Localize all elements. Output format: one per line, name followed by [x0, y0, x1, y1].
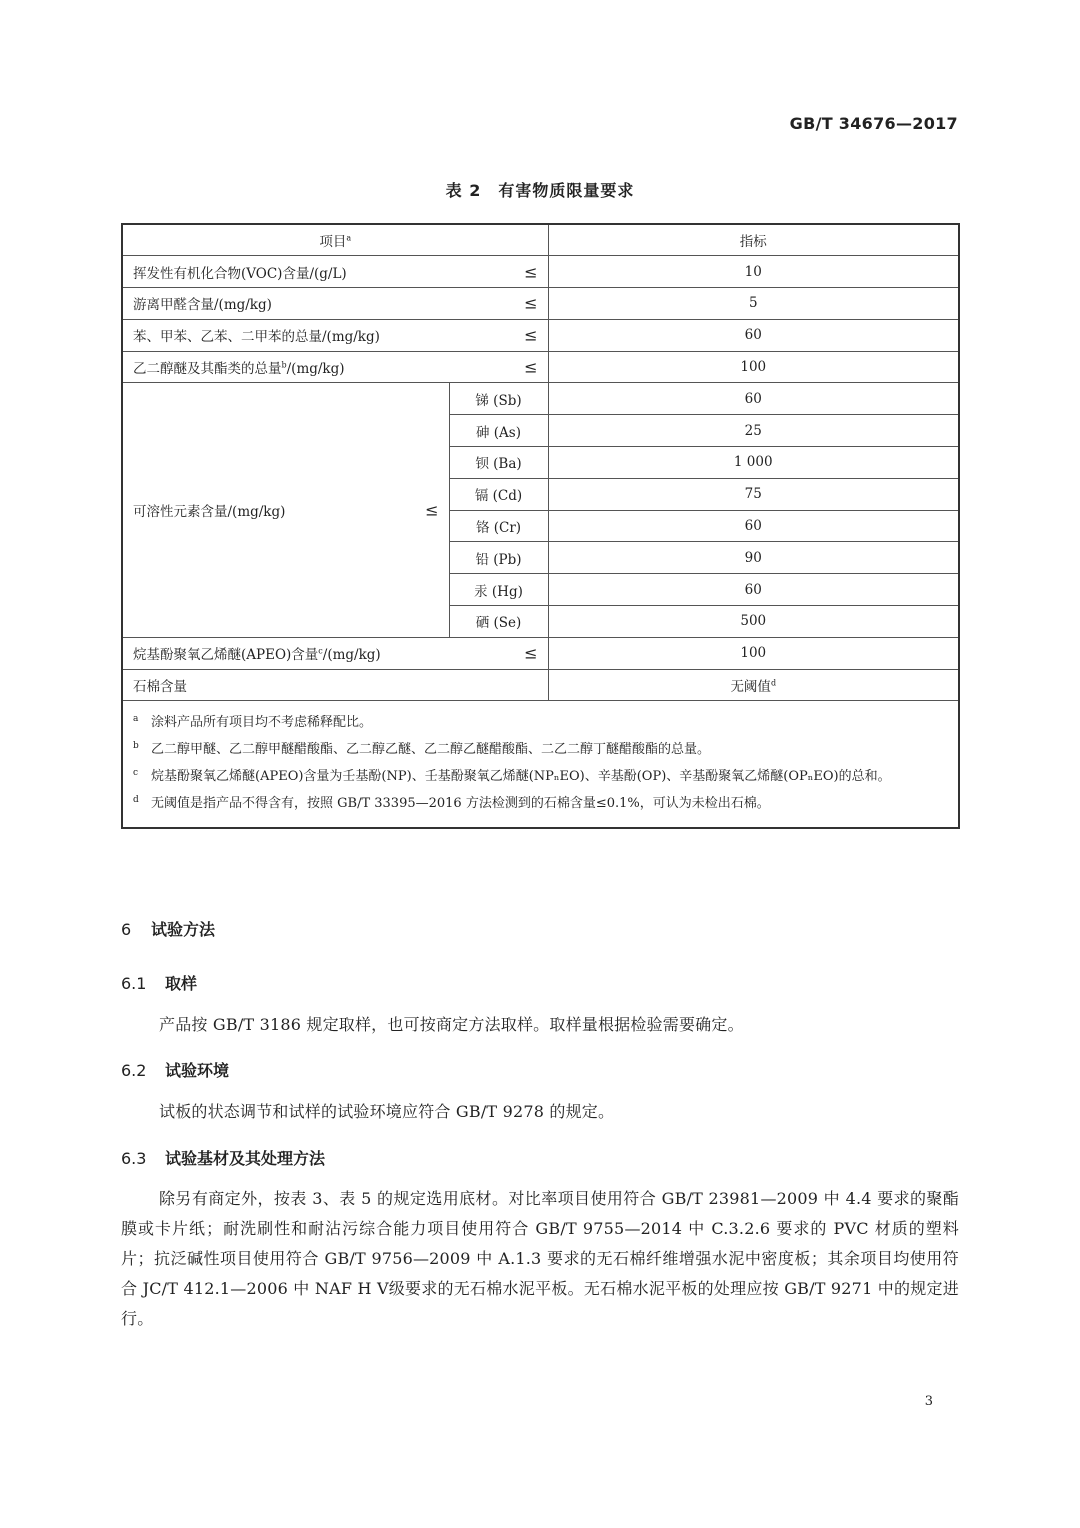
- page-number: 3: [924, 1394, 933, 1409]
- section-6-1-heading: 6.1 取样: [121, 974, 198, 993]
- section-6-2-heading: 6.2 试验环境: [121, 1061, 230, 1080]
- element-cell: 硒 (Se): [449, 606, 548, 638]
- value-cell: 5: [548, 288, 959, 320]
- value-cell: 60: [548, 383, 959, 415]
- section-6-3-text: 除另有商定外，按表 3、表 5 的规定选用底材。对比率项目使用符合 GB/T 23981—2009 中 4.4 要求的聚酯膜或卡片纸；耐洗刷性和耐沾污综合能力项目使用符合 GB/T 9755—2014 中 C.3.2.6 要求的 PVC 材质的塑料片；抗泛碱性项目使用符合 GB/T 9756—2009 中 A.1.3 要求的无石棉纤维增强水泥中密度板；其余项目均使用符合 JC/T 412.1—2006 中 NAF H Ⅴ级要求的无石棉水泥平板。无石棉水泥平板的处理应按 GB/T 9271 中的规定进行。: [121, 1189, 959, 1328]
- table-row: [122, 256, 959, 288]
- table-note: a 涂料产品所有项目均不考虑稀释配比。: [133, 714, 373, 731]
- value-cell: 60: [548, 510, 959, 542]
- table-notes-row: [122, 701, 959, 829]
- value-cell: 60: [548, 319, 959, 351]
- value-cell: 100: [548, 351, 959, 383]
- item-label: 苯、甲苯、乙苯、二甲苯的总量/(mg/kg): [133, 329, 380, 346]
- table-row: [122, 637, 959, 669]
- le-symbol: ≤: [524, 262, 538, 282]
- table-title: 表 2 有害物质限量要求: [445, 181, 635, 200]
- le-symbol: ≤: [524, 293, 538, 313]
- table-row: [122, 669, 959, 701]
- value-cell: 1 000: [548, 447, 959, 479]
- item-label: 烷基酚聚氧乙烯醚(APEO)含量$^c$/(mg/kg): [133, 646, 381, 664]
- section-6-3-heading: 6.3 试验基材及其处理方法: [121, 1149, 326, 1168]
- section-6-heading: 6 试验方法: [121, 920, 216, 939]
- item-label: 游离甲醛含量/(mg/kg): [133, 297, 272, 314]
- item-label: 乙二醇醚及其酯类的总量$^b$/(mg/kg): [133, 360, 345, 378]
- value-cell: 100: [548, 637, 959, 669]
- le-symbol: ≤: [524, 357, 538, 377]
- table-note: b 乙二醇甲醚、乙二醇甲醚醋酸酯、乙二醇乙醚、乙二醇乙醚醋酸酯、二乙二醇丁醚醋酸酯的总量。: [133, 741, 711, 758]
- value-cell: 500: [548, 606, 959, 638]
- table-row: [122, 319, 959, 351]
- item-label: 可溶性元素含量/(mg/kg): [133, 504, 286, 521]
- table-header-row: [122, 224, 959, 256]
- value-cell: 90: [548, 542, 959, 574]
- element-cell: 镉 (Cd): [449, 478, 548, 510]
- header-value-cell: 指标: [548, 224, 959, 256]
- element-cell: 铬 (Cr): [449, 510, 548, 542]
- value-cell: 无阈值$^d$: [548, 669, 959, 701]
- standard-code: GB/T 34676—2017: [789, 114, 958, 133]
- section-6-1-text: 产品按 GB/T 3186 规定取样，也可按商定方法取样。取样量根据检验需要确定。: [159, 1015, 744, 1034]
- table-notes: [122, 701, 959, 829]
- element-cell: 铅 (Pb): [449, 542, 548, 574]
- item-label: 石棉含量: [133, 679, 187, 696]
- section-6-2-text: 试板的状态调节和试样的试验环境应符合 GB/T 9278 的规定。: [159, 1102, 615, 1121]
- hazardous-substance-table: [121, 223, 960, 829]
- element-cell: 汞 (Hg): [449, 574, 548, 606]
- value-cell: 75: [548, 478, 959, 510]
- value-cell: 60: [548, 574, 959, 606]
- le-symbol: ≤: [524, 325, 538, 345]
- table-row: [122, 383, 959, 415]
- value-cell: 10: [548, 256, 959, 288]
- soluble-elements-cell: [122, 383, 449, 637]
- table-note: d 无阈值是指产品不得含有，按照 GB/T 33395—2016 方法检测到的石棉含量≤0.1%，可认为未检出石棉。: [133, 795, 770, 812]
- table-note: c 烷基酚聚氧乙烯醚(APEO)含量为壬基酚(NP)、壬基酚聚氧乙烯醚(NPₙEO)、辛基酚(OP)、辛基酚聚氧乙烯醚(OPₙEO)的总和。: [133, 768, 891, 785]
- value-cell: 25: [548, 415, 959, 447]
- le-symbol: ≤: [425, 500, 439, 520]
- element-cell: 砷 (As): [449, 415, 548, 447]
- table-row: [122, 288, 959, 320]
- table-row: [122, 351, 959, 383]
- element-cell: 锑 (Sb): [449, 383, 548, 415]
- header-item-cell: 项目$^a$: [122, 224, 548, 256]
- item-label: 挥发性有机化合物(VOC)含量/(g/L): [133, 265, 347, 282]
- element-cell: 钡 (Ba): [449, 447, 548, 479]
- le-symbol: ≤: [524, 643, 538, 663]
